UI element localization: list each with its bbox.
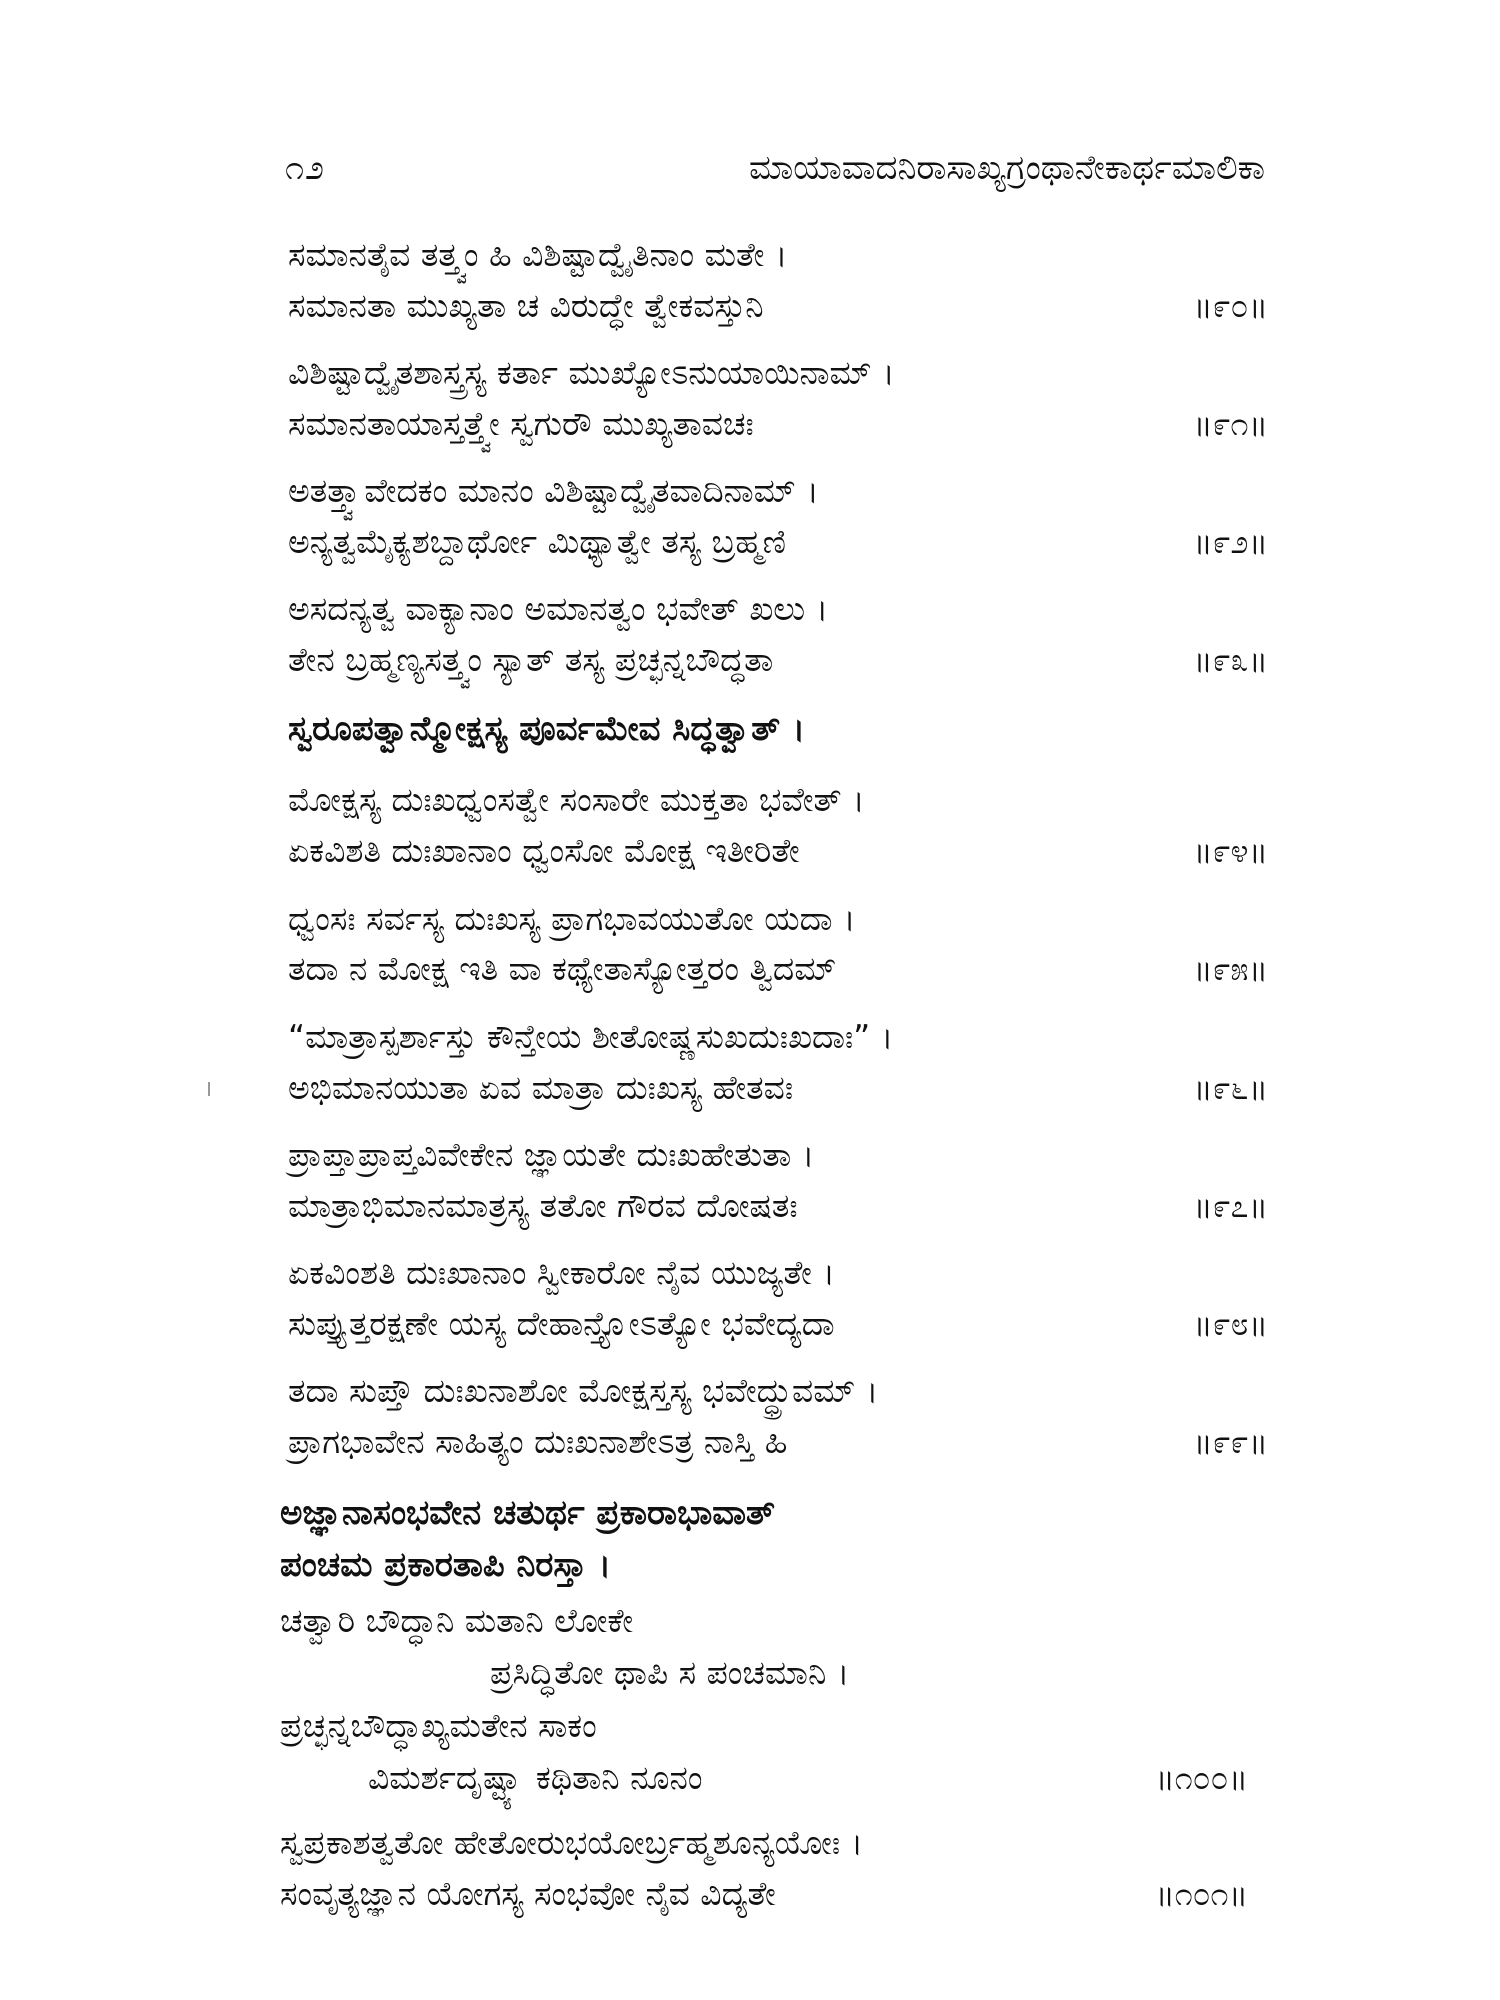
section-heading bbox=[288, 706, 1268, 752]
verse-line bbox=[288, 350, 1268, 396]
verse-line bbox=[288, 1250, 1268, 1296]
page-header bbox=[285, 148, 1265, 198]
verse-text: ಮೋಕ್ಷಸ್ಯ ದುಃಖಧ್ವಂಸತ್ವೇ ಸಂಸಾರೇ ಮುಕ್ತತಾ ಭವೇತ್ । bbox=[288, 780, 865, 819]
verse-line bbox=[288, 1419, 1268, 1465]
verse-text: ಸಮಾನತಾ ಮುಖ್ಯತಾ ಚ ವಿರುದ್ಧೇ ತ್ವೇಕವಸ್ತುನಿ bbox=[288, 286, 764, 325]
heading-text: ಪಂಚಮ ಪ್ರಕಾರತಾಪಿ ನಿರಸ್ತಾ । bbox=[280, 1545, 612, 1585]
verse-text: ಏಕವಿಶತಿ ದುಃಖಾನಾಂ ಧ್ವಂಸೋ ಮೋಕ್ಷ ಇತೀರಿತೇ bbox=[288, 831, 800, 870]
verse-line bbox=[490, 1650, 1190, 1696]
verse-number: ॥೯೩॥ bbox=[1193, 641, 1268, 679]
heading-text: ಅಜ್ಞಾನಾಸಂಭವೇನ ಚತುರ್ಥ ಪ್ರಕಾರಾಭಾವಾತ್ bbox=[280, 1493, 776, 1533]
binding-mark bbox=[208, 1082, 210, 1096]
verse-text: ಏಕವಿಂಶತಿ ದುಃಖಾನಾಂ ಸ್ವೀಕಾರೋ ನೈವ ಯುಜ್ಯತೇ । bbox=[288, 1253, 835, 1292]
verse-text: ಪ್ರಸಿದ್ಧಿತೋ ಥಾಪಿ ಸ ಪಂಚಮಾನಿ । bbox=[490, 1653, 850, 1692]
verse-number: ॥೯೨॥ bbox=[1193, 523, 1268, 561]
verse-line bbox=[288, 777, 1268, 823]
verse-number: ॥೯೮॥ bbox=[1193, 1305, 1268, 1343]
verse-text: ತೇನ ಬ್ರಹ್ಮಣ್ಯಸತ್ತ್ವಂ ಸ್ಯಾತ್ ತಸ್ಯ ಪ್ರಚ್ಛನ್ನಬೌದ್ಧತಾ bbox=[288, 640, 774, 679]
verse-text: ಧ್ವಂಸಃ ಸರ್ವಸ್ಯ ದುಃಖಸ್ಯ ಪ್ರಾಗಭಾವಯುತೋ ಯದಾ । bbox=[288, 899, 856, 938]
verse-text: ತದಾ ಸುಪ್ತೌ ದುಃಖನಾಶೋ ಮೋಕ್ಷಸ್ತಸ್ಯ ಭವೇದ್ಧ್ರುವಮ್ । bbox=[288, 1371, 879, 1410]
verse-text: ಸಮಾನತೈವ ತತ್ತ್ವಂ ಹಿ ವಿಶಿಷ್ಟಾದ್ವೈತಿನಾಂ ಮತೇ । bbox=[288, 235, 788, 274]
verse-line bbox=[280, 1703, 1260, 1749]
verse-line bbox=[288, 1183, 1268, 1229]
verse-line bbox=[288, 637, 1268, 683]
verse-number: ॥೯೫॥ bbox=[1193, 950, 1268, 988]
verse-text: ಸಮಾನತಾಯಾಸ್ತತ್ತ್ವೇ ಸ್ವಗುರೌ ಮುಖ್ಯತಾವಚಃ bbox=[288, 404, 754, 443]
verse-text: ತದಾ ನ ಮೋಕ್ಷ ಇತಿ ವಾ ಕಥ್ಯೇತಾಸ್ಯೋತ್ತರಂ ತ್ವಿದಮ್ bbox=[288, 949, 837, 988]
verse-text: ಮಾತ್ರಾಭಿಮಾನಮಾತ್ರಸ್ಯ ತತೋ ಗೌರವ ದೋಷತಃ bbox=[288, 1186, 798, 1225]
verse-line bbox=[288, 896, 1268, 942]
section-heading bbox=[280, 1542, 1260, 1588]
verse-number: ॥೧೦೧॥ bbox=[1155, 1875, 1248, 1913]
verse-text: ಪ್ರಾಗಭಾವೇನ ಸಾಹಿತ್ಯಂ ದುಃಖನಾಶೇಽತ್ರ ನಾಸ್ತಿ ಹಿ bbox=[288, 1422, 788, 1461]
verse-text: ವಿಮರ್ಶದೃಷ್ಟ್ಯಾ ಕಥಿತಾನಿ ನೂನಂ bbox=[368, 1758, 703, 1797]
verse-line bbox=[288, 283, 1268, 329]
verse-text: ಸುಪ್ತ್ಯುತ್ತರಕ್ಷಣೇ ಯಸ್ಯ ದೇಹಾನ್ತ್ಯೋಽತ್ಯೋ ಭವೇದ್ಯದಾ bbox=[288, 1304, 835, 1343]
verse-line bbox=[288, 401, 1268, 447]
verse-line bbox=[288, 1132, 1268, 1178]
verse-text: “ಮಾತ್ರಾಸ್ಪರ್ಶಾಸ್ತು ಕೌನ್ತೇಯ ಶೀತೋಷ್ಣಸುಖದುಃಖದಾಃ” । bbox=[288, 1017, 894, 1056]
section-heading bbox=[280, 1490, 1260, 1536]
verse-line bbox=[280, 1598, 1260, 1644]
verse-text: ಅತತ್ತ್ವಾವೇದಕಂ ಮಾನಂ ವಿಶಿಷ್ಟಾದ್ವೈತವಾದಿನಾಮ್ । bbox=[288, 471, 819, 510]
verse-text: ಅಭಿಮಾನಯುತಾ ಏವ ಮಾತ್ರಾ ದುಃಖಸ್ಯ ಹೇತವಃ bbox=[288, 1068, 794, 1107]
verse-text: ಪ್ರಚ್ಛನ್ನಬೌದ್ಧಾಖ್ಯಮತೇನ ಸಾಕಂ bbox=[280, 1706, 597, 1745]
verse-text: ಅಸದನ್ಯತ್ವ ವಾಕ್ಯಾನಾಂ ಅಮಾನತ್ವಂ ಭವೇತ್ ಖಲು । bbox=[288, 589, 829, 628]
verse-line bbox=[288, 1014, 1268, 1060]
running-title: ಮಾಯಾವಾದನಿರಾಸಾಖ್ಯಗ್ರಂಥಾನೇಕಾರ್ಥಮಾಲಿಕಾ bbox=[748, 148, 1265, 188]
verse-number: ॥೯೦॥ bbox=[1193, 287, 1268, 325]
verse-line bbox=[288, 586, 1268, 632]
verse-line bbox=[288, 1301, 1268, 1347]
verse-number: ॥೯೯॥ bbox=[1193, 1423, 1268, 1461]
verse-line bbox=[280, 1820, 1260, 1866]
verse-line bbox=[288, 468, 1268, 514]
verse-line bbox=[288, 1368, 1268, 1414]
verse-line bbox=[288, 828, 1268, 874]
verse-line bbox=[288, 519, 1268, 565]
page-number: ೧೨ bbox=[285, 148, 326, 188]
verse-text: ಸಂವೃತ್ಯಜ್ಞಾನ ಯೋಗಸ್ಯ ಸಂಭವೋ ನೈವ ವಿದ್ಯತೇ bbox=[280, 1874, 776, 1913]
verse-line bbox=[368, 1755, 1248, 1801]
verse-number: ॥೧೦೦॥ bbox=[1155, 1759, 1248, 1797]
verse-text: ಪ್ರಾಪ್ತಾಪ್ರಾಪ್ತವಿವೇಕೇನ ಜ್ಞಾಯತೇ ದುಃಖಹೇತುತಾ । bbox=[288, 1135, 815, 1174]
verse-text: ಚತ್ವಾರಿ ಬೌದ್ಧಾನಿ ಮತಾನಿ ಲೋಕೇ bbox=[280, 1601, 634, 1640]
verse-line bbox=[288, 946, 1268, 992]
verse-number: ॥೯೬॥ bbox=[1193, 1069, 1268, 1107]
verse-number: ॥೯೧॥ bbox=[1193, 405, 1268, 443]
heading-text: ಸ್ವರೂಪತ್ವಾನ್ಮೋಕ್ಷಸ್ಯ ಪೂರ್ವಮೇವ ಸಿದ್ಧತ್ವಾತ್ । bbox=[288, 709, 805, 749]
verse-line bbox=[288, 1065, 1268, 1111]
verse-line bbox=[280, 1871, 1248, 1917]
verse-number: ॥೯೪॥ bbox=[1193, 832, 1268, 870]
verse-text: ಅನ್ಯತ್ವಮೈಕ್ಯಶಬ್ದಾರ್ಥೋ ಮಿಥ್ಯಾತ್ವೇ ತಸ್ಯ ಬ್ರಹ್ಮಣಿ bbox=[288, 522, 786, 561]
verse-text: ವಿಶಿಷ್ಟಾದ್ವೈತಶಾಸ್ತ್ರಸ್ಯ ಕರ್ತಾ ಮುಖ್ಯೋಽನುಯಾಯಿನಾಮ್ । bbox=[288, 353, 895, 392]
verse-line bbox=[288, 232, 1268, 278]
verse-text: ಸ್ವಪ್ರಕಾಶತ್ವತೋ ಹೇತೋರುಭಯೋರ್ಬ್ರಹ್ಮಶೂನ್ಯಯೋಃ । bbox=[280, 1823, 864, 1862]
verse-number: ॥೯೭॥ bbox=[1193, 1187, 1268, 1225]
